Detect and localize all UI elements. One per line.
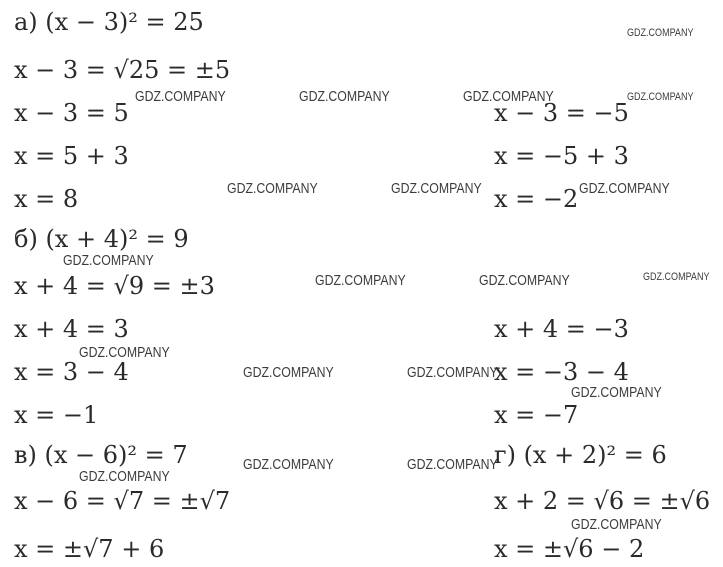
watermark: GDZ.COMPANY [479, 272, 570, 289]
problem-g-header: г) (x + 2)² = 6 [494, 441, 667, 469]
problem-b-header: б) (x + 4)² = 9 [14, 225, 189, 253]
watermark: GDZ.COMPANY [571, 384, 662, 401]
watermark: GDZ.COMPANY [571, 516, 662, 533]
watermark: GDZ.COMPANY [243, 364, 334, 381]
watermark: GDZ.COMPANY [627, 27, 694, 39]
problem-b-right-result: x = −7 [494, 401, 579, 429]
problem-b-left-result: x = −1 [14, 401, 99, 429]
problem-b-right-step2: x = −3 − 4 [494, 358, 629, 386]
problem-g-line1: x + 2 = √6 = ±√6 [494, 487, 711, 515]
watermark: GDZ.COMPANY [407, 456, 498, 473]
problem-b-left-step2: x = 3 − 4 [14, 358, 129, 386]
watermark: GDZ.COMPANY [391, 180, 482, 197]
watermark: GDZ.COMPANY [63, 252, 154, 269]
problem-b-right-step1: x + 4 = −3 [494, 315, 629, 343]
watermark: GDZ.COMPANY [643, 271, 710, 283]
watermark: GDZ.COMPANY [627, 91, 694, 103]
watermark: GDZ.COMPANY [135, 88, 226, 105]
problem-v-line1: x − 6 = √7 = ±√7 [14, 487, 231, 515]
problem-a-right-step2: x = −5 + 3 [494, 142, 629, 170]
problem-a-header: а) (x − 3)² = 25 [14, 8, 204, 36]
watermark: GDZ.COMPANY [299, 88, 390, 105]
watermark: GDZ.COMPANY [407, 364, 498, 381]
problem-a-right-result: x = −2 [494, 185, 579, 213]
watermark: GDZ.COMPANY [243, 456, 334, 473]
problem-a-left-result: x = 8 [14, 185, 79, 213]
watermark: GDZ.COMPANY [227, 180, 318, 197]
problem-g-line2: x = ±√6 − 2 [494, 535, 645, 563]
problem-a-line1: x − 3 = √25 = ±5 [14, 56, 231, 84]
problem-a-left-step2: x = 5 + 3 [14, 142, 129, 170]
watermark: GDZ.COMPANY [579, 180, 670, 197]
problem-v-header: в) (x − 6)² = 7 [14, 441, 188, 469]
watermark: GDZ.COMPANY [79, 344, 170, 361]
problem-b-line1: x + 4 = √9 = ±3 [14, 272, 215, 300]
watermark: GDZ.COMPANY [79, 468, 170, 485]
problem-b-left-step1: x + 4 = 3 [14, 315, 129, 343]
problem-v-line2: x = ±√7 + 6 [14, 535, 165, 563]
watermark: GDZ.COMPANY [315, 272, 406, 289]
problem-a-right-step1: x − 3 = −5 [494, 99, 629, 127]
problem-a-left-step1: x − 3 = 5 [14, 99, 129, 127]
watermark: GDZ.COMPANY [463, 88, 554, 105]
